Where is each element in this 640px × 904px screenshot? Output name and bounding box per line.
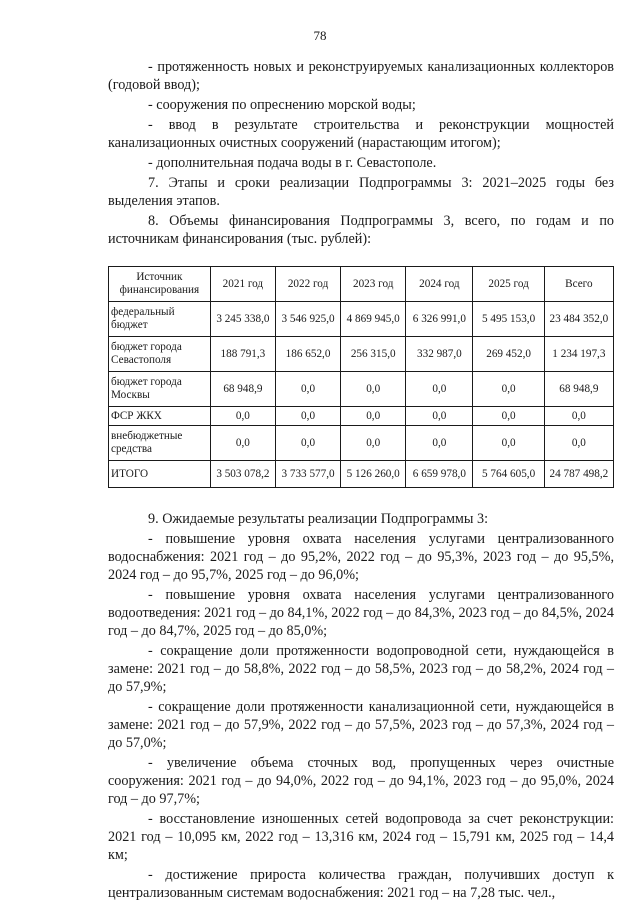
table-cell: 5 764 605,0 [473,461,544,488]
table-header-cell: 2025 год [473,267,544,302]
table-cell: 3 546 925,0 [275,302,340,337]
paragraph: - увеличение объема сточных вод, пропущенных через очистные сооружения: 2021 год – до 94,0%, 2022 год – до 94,1%, 2023 год – до 95,0%, 2024 год – до 97,7%; [108,755,614,807]
table-cell: 0,0 [406,426,473,461]
table-row [109,372,614,407]
table-cell: 0,0 [341,407,406,426]
paragraph: - протяженность новых и реконструируемых канализационных коллекторов (годовой ввод); [108,59,614,93]
table-cell: 0,0 [544,407,613,426]
table-cell: ИТОГО [109,461,211,488]
table-cell: 188 791,3 [210,337,275,372]
table-cell: 68 948,9 [544,372,613,407]
table-cell: 0,0 [275,407,340,426]
table-cell: 6 659 978,0 [406,461,473,488]
table-cell: бюджет города Севастополя [109,337,211,372]
table-cell: 68 948,9 [210,372,275,407]
table-cell: 1 234 197,3 [544,337,613,372]
table-cell: бюджет города Москвы [109,372,211,407]
table-header-cell: Источник финансирования [109,267,211,302]
table-row [109,407,614,426]
table-cell: 0,0 [341,372,406,407]
table-cell: 3 733 577,0 [275,461,340,488]
table-row [109,337,614,372]
paragraph: 9. Ожидаемые результаты реализации Подпрограммы 3: [148,511,489,527]
paragraph: - сокращение доли протяженности водопроводной сети, нуждающейся в замене: 2021 год – до 58,8%, 2022 год – до 58,5%, 2023 год – до 58,2%, 2024 год – до 57,9%; [108,643,614,695]
table-cell: 4 869 945,0 [341,302,406,337]
page-content [108,58,614,904]
table-header-cell: Всего [544,267,613,302]
table-cell: 256 315,0 [341,337,406,372]
financing-table [108,266,614,488]
paragraph: - дополнительная подача воды в г. Севастополе. [148,155,437,171]
table-cell: 3 245 338,0 [210,302,275,337]
table-row [109,426,614,461]
table-cell: 5 495 153,0 [473,302,544,337]
table-cell: 0,0 [406,407,473,426]
table-cell: 24 787 498,2 [544,461,613,488]
table-header-row [109,267,614,302]
table-header-cell: 2023 год [341,267,406,302]
table-cell: 6 326 991,0 [406,302,473,337]
table-header-cell: 2024 год [406,267,473,302]
table-header-cell: 2021 год [210,267,275,302]
table-cell: федеральный бюджет [109,302,211,337]
paragraph: - ввод в результате строительства и реконструкции мощностей канализационных очистных сооружений (нарастающим итогом); [108,117,614,151]
table-cell: 0,0 [544,426,613,461]
table-cell: 0,0 [275,372,340,407]
table-cell: 23 484 352,0 [544,302,613,337]
table-cell: 0,0 [473,407,544,426]
table-cell: 0,0 [341,426,406,461]
paragraph: - восстановление изношенных сетей водопровода за счет реконструкции: 2021 год – 10,095 км, 2022 год – 13,316 км, 2024 год – 15,791 км, 2025 год – 14,4 км; [108,811,614,863]
table-cell: 0,0 [406,372,473,407]
table-cell: 332 987,0 [406,337,473,372]
table-cell: 0,0 [210,426,275,461]
table-cell: 186 652,0 [275,337,340,372]
table-cell: 3 503 078,2 [210,461,275,488]
table-cell: внебюджетные средства [109,426,211,461]
table-cell: ФСР ЖКХ [109,407,211,426]
table-cell: 0,0 [210,407,275,426]
paragraph: - повышение уровня охвата населения услугами централизованного водоотведения: 2021 год – до 84,1%, 2022 год – до 84,3%, 2023 год – до 84,5%, 2024 год – до 84,7%, 2025 год – до 85,0%; [108,587,614,639]
table-cell: 269 452,0 [473,337,544,372]
table-cell: 0,0 [275,426,340,461]
table-cell: 0,0 [473,372,544,407]
paragraph: - повышение уровня охвата населения услугами централизованного водоснабжения: 2021 год – до 95,2%, 2022 год – до 95,3%, 2023 год – до 95,5%, 2024 год – до 95,7%, 2025 год – до 96,0%; [108,531,614,583]
paragraph: 8. Объемы финансирования Подпрограммы 3, всего, по годам и по источникам финансирования (тыс. рублей): [108,213,614,247]
table-cell: 0,0 [473,426,544,461]
page-number: 78 [313,28,327,43]
paragraph: - сооружения по опреснению морской воды; [148,97,416,113]
table-cell: 5 126 260,0 [341,461,406,488]
paragraph: - достижение прироста количества граждан, получивших доступ к централизованным системам водоснабжения: 2021 год – на 7,28 тыс. чел., [108,867,614,901]
table-header-cell: 2022 год [275,267,340,302]
table-row [109,302,614,337]
paragraph: - сокращение доли протяженности канализационной сети, нуждающейся в замене: 2021 год – до 57,9%, 2022 год – до 57,5%, 2023 год – до 57,3%, 2024 год – до 57,0%; [108,699,614,751]
table-total-row [109,461,614,488]
paragraph: 7. Этапы и сроки реализации Подпрограммы 3: 2021–2025 годы без выделения этапов. [108,175,614,209]
